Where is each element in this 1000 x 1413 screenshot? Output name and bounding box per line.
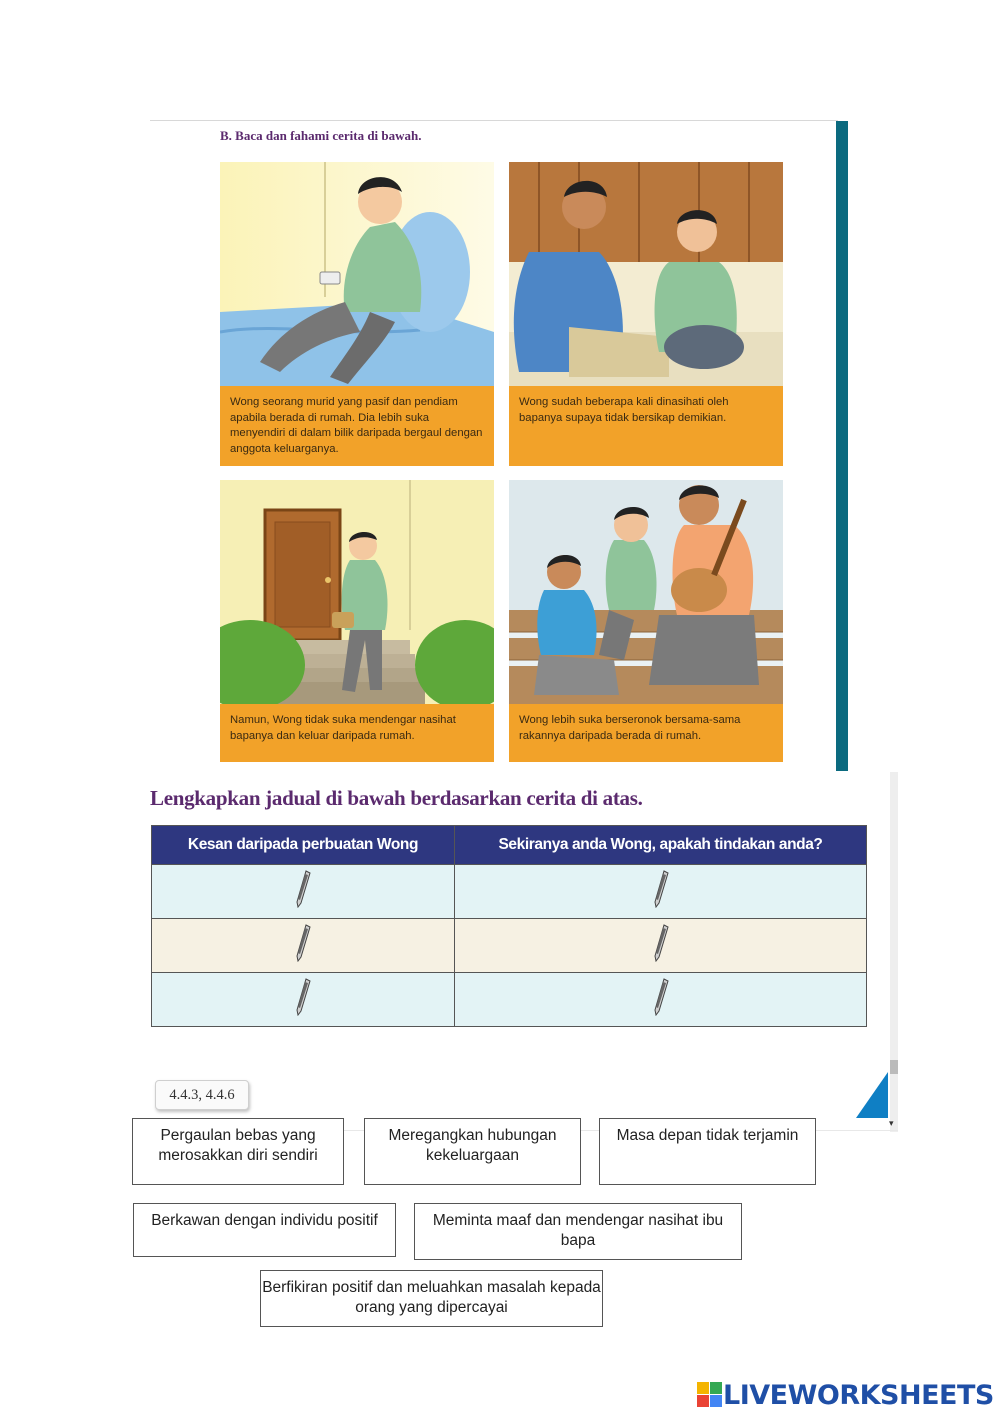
story-panel-1 [220,162,494,466]
scrollbar-thumb[interactable] [890,1060,898,1074]
standard-tag: 4.4.3, 4.4.6 [155,1080,249,1110]
story-panel-2 [509,162,783,466]
pen-icon [295,870,311,908]
top-rule [150,120,838,121]
brand-name: LIVEWORKSHEETS [723,1379,994,1411]
answer-drop-cell[interactable] [455,973,867,1027]
draggable-option[interactable]: Pergaulan bebas yang merosakkan diri sendiri [132,1118,344,1185]
pen-icon [295,924,311,962]
panel-caption: Wong seorang murid yang pasif dan pendiam apabila berada di rumah. Dia lebih suka menyendiri di dalam bilik daripada bergaul dengan anggota keluarganya. [220,386,494,466]
answer-drop-cell[interactable] [455,919,867,973]
answer-drop-cell[interactable] [455,865,867,919]
draggable-option[interactable]: Meregangkan hubungan kekeluargaan [364,1118,581,1185]
answer-drop-cell[interactable] [152,865,455,919]
column-header-effects: Kesan daripada perbuatan Wong [152,826,455,865]
side-accent-bar [836,121,848,771]
draggable-option[interactable]: Berkawan dengan individu positif [133,1203,396,1257]
corner-decoration [856,1072,888,1118]
illustration-boys-with-guitar [509,480,783,704]
pen-icon [653,924,669,962]
panel-caption: Wong lebih suka berseronok bersama-sama rakannya daripada berada di rumah. [509,704,783,762]
panel-caption: Namun, Wong tidak suka mendengar nasihat bapanya dan keluar daripada rumah. [220,704,494,762]
live-logo-icon [697,1382,723,1408]
draggable-option[interactable]: Berfikiran positif dan meluahkan masalah kepada orang yang dipercayai [260,1270,603,1327]
pen-icon [653,870,669,908]
story-panel-3 [220,480,494,762]
answer-drop-cell[interactable] [152,973,455,1027]
answer-table [151,825,867,1027]
illustration-boy-leaving-house [220,480,494,704]
column-header-actions: Sekiranya anda Wong, apakah tindakan anda? [455,826,867,865]
pen-icon [295,978,311,1016]
section-title: B. Baca dan fahami cerita di bawah. [220,128,422,143]
scrollbar-track[interactable] [890,772,898,1132]
draggable-option[interactable]: Masa depan tidak terjamin [599,1118,816,1185]
liveworksheets-logo[interactable] [697,1380,994,1410]
answer-drop-cell[interactable] [152,919,455,973]
pen-icon [653,978,669,1016]
illustration-father-advising [509,162,783,386]
story-panel-4 [509,480,783,762]
table-instruction: Lengkapkan jadual di bawah berdasarkan cerita di atas. [150,786,643,810]
panel-caption: Wong sudah beberapa kali dinasihati oleh bapanya supaya tidak bersikap demikian. [509,386,783,466]
scroll-down-arrow-icon[interactable]: ▾ [889,1118,894,1128]
illustration-boy-on-bed [220,162,494,386]
draggable-option[interactable]: Meminta maaf dan mendengar nasihat ibu bapa [414,1203,742,1260]
